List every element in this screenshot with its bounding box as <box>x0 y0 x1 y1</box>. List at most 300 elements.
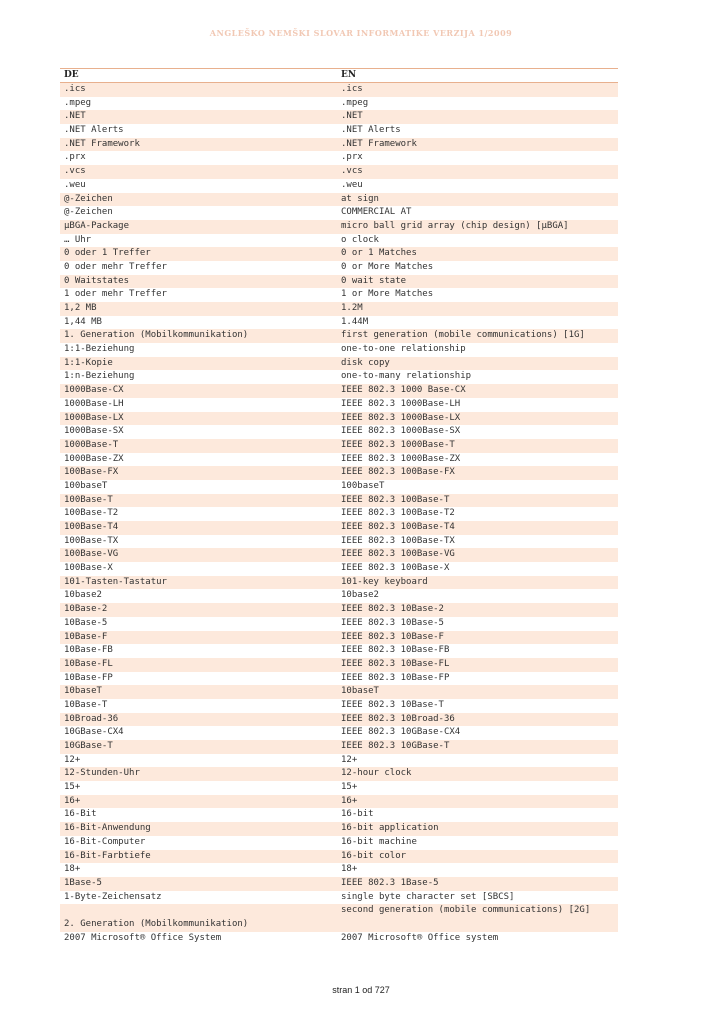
table-row <box>60 603 618 617</box>
term-en-text: .weu <box>341 179 363 190</box>
term-en-text: IEEE 802.3 10Broad-36 <box>341 713 455 724</box>
term-de <box>60 316 337 330</box>
term-de-text: 15+ <box>64 782 81 793</box>
term-en <box>337 494 618 508</box>
term-de <box>60 836 337 850</box>
term-de <box>60 672 337 686</box>
table-row <box>60 288 618 302</box>
term-de-text: 1Base-5 <box>64 877 102 888</box>
term-de-text: 100Base-FX <box>64 467 119 478</box>
term-de <box>60 891 337 905</box>
table-row <box>60 713 618 727</box>
table-row <box>60 412 618 426</box>
column-header-en: EN <box>337 69 618 83</box>
term-en-text: 10base2 <box>341 590 379 601</box>
term-de-text: @-Zeichen <box>64 193 113 204</box>
term-de <box>60 521 337 535</box>
table-row <box>60 767 618 781</box>
table-row <box>60 357 618 371</box>
term-en-text: 15+ <box>341 782 358 793</box>
table-row <box>60 507 618 521</box>
term-en <box>337 466 618 480</box>
term-en <box>337 672 618 686</box>
term-en-text: IEEE 802.3 10GBase-CX4 <box>341 727 461 738</box>
term-de-text: 1-Byte-Zeichensatz <box>64 891 162 902</box>
term-en-text: IEEE 802.3 1000Base-SX <box>341 426 461 437</box>
term-en <box>337 247 618 261</box>
term-de-text: .NET Alerts <box>64 125 124 136</box>
table-row <box>60 589 618 603</box>
term-en <box>337 110 618 124</box>
term-de-text: 16-Bit-Computer <box>64 836 146 847</box>
term-de <box>60 302 337 316</box>
term-en-text: 0 or 1 Matches <box>341 248 417 259</box>
term-en-text: IEEE 802.3 10Base-FL <box>341 658 450 669</box>
term-de-text: 1000Base-CX <box>64 385 124 396</box>
term-en <box>337 193 618 207</box>
table-row <box>60 521 618 535</box>
term-de-text: 1 oder mehr Treffer <box>64 289 167 300</box>
term-en <box>337 234 618 248</box>
term-en <box>337 562 618 576</box>
table-row <box>60 904 618 931</box>
term-de <box>60 343 337 357</box>
dictionary-table <box>60 68 618 945</box>
table-row <box>60 247 618 261</box>
term-en <box>337 521 618 535</box>
term-de-text: 10GBase-T <box>64 741 113 751</box>
term-en <box>337 850 618 864</box>
term-en <box>337 740 618 754</box>
table-row <box>60 740 618 754</box>
term-de <box>60 329 337 343</box>
table-row <box>60 822 618 836</box>
term-en-text: first generation (mobile communications) [1G] <box>341 330 585 341</box>
term-de <box>60 412 337 426</box>
term-en <box>337 425 618 439</box>
term-en-text: 16-bit color <box>341 850 407 861</box>
term-en-text: disk copy <box>341 357 390 368</box>
term-de-text: 10GBase-CX4 <box>64 727 124 738</box>
term-en-text: 2007 Microsoft® Office system <box>341 932 499 943</box>
term-de-text: .weu <box>64 179 86 190</box>
term-de <box>60 425 337 439</box>
term-de <box>60 535 337 549</box>
term-en-text: IEEE 802.3 10Base-2 <box>341 604 444 615</box>
term-en-text: IEEE 802.3 100Base-VG <box>341 549 455 560</box>
term-de <box>60 494 337 508</box>
term-en-text: one-to-many relationship <box>341 371 472 382</box>
term-de-text: 16+ <box>64 795 81 806</box>
term-de-text: 1000Base-SX <box>64 426 124 437</box>
term-de-text: 0 oder 1 Treffer <box>64 248 151 259</box>
term-en <box>337 138 618 152</box>
term-en <box>337 275 618 289</box>
term-en-text: IEEE 802.3 10Base-5 <box>341 617 444 628</box>
term-de <box>60 850 337 864</box>
term-de <box>60 603 337 617</box>
term-de-text: 0 oder mehr Treffer <box>64 261 167 272</box>
term-de <box>60 754 337 768</box>
table-row <box>60 110 618 124</box>
term-en-text: o clock <box>341 234 379 245</box>
term-en <box>337 83 618 97</box>
term-de <box>60 589 337 603</box>
term-en-text: IEEE 802.3 100Base-FX <box>341 467 455 478</box>
term-de-text: 0 Waitstates <box>64 275 130 286</box>
term-en-text: 0 or More Matches <box>341 261 434 272</box>
term-en <box>337 288 618 302</box>
term-de-text: 1:n-Beziehung <box>64 371 135 382</box>
term-de-text: 100Base-T2 <box>64 508 119 519</box>
term-en-text: IEEE 802.3 1000Base-LH <box>341 398 461 409</box>
term-en <box>337 507 618 521</box>
term-de <box>60 685 337 699</box>
term-de-text: 10Base-F <box>64 631 108 642</box>
term-de <box>60 439 337 453</box>
term-de-text: 12-Stunden-Uhr <box>64 768 140 779</box>
term-de <box>60 83 337 97</box>
term-en-text: second generation (mobile communications) [2G] <box>341 905 591 916</box>
term-en-text: .vcs <box>341 166 363 177</box>
term-en <box>337 713 618 727</box>
term-en <box>337 603 618 617</box>
term-de <box>60 206 337 220</box>
term-de-text: 100Base-T <box>64 494 113 505</box>
term-en <box>337 329 618 343</box>
table-row <box>60 261 618 275</box>
term-de <box>60 617 337 631</box>
table-row <box>60 535 618 549</box>
term-de <box>60 699 337 713</box>
term-de <box>60 453 337 467</box>
term-en-text: IEEE 802.3 1000Base-ZX <box>341 453 461 464</box>
term-de <box>60 713 337 727</box>
term-de <box>60 466 337 480</box>
term-en-text: IEEE 802.3 10Base-T <box>341 699 444 710</box>
term-en <box>337 767 618 781</box>
term-en <box>337 453 618 467</box>
term-en <box>337 932 618 946</box>
table-row <box>60 891 618 905</box>
table-row <box>60 576 618 590</box>
term-en <box>337 904 618 931</box>
table-row <box>60 631 618 645</box>
term-en-text: 0 wait state <box>341 275 407 286</box>
term-de <box>60 932 337 946</box>
term-en <box>337 795 618 809</box>
table-row <box>60 439 618 453</box>
table-row <box>60 795 618 809</box>
term-en <box>337 398 618 412</box>
term-en-text: 16-bit <box>341 809 374 820</box>
term-en-text: IEEE 802.3 100Base-TX <box>341 535 455 546</box>
term-en <box>337 535 618 549</box>
term-de-text: .NET Framework <box>64 138 140 149</box>
term-de-text: 100Base-VG <box>64 549 119 560</box>
term-en <box>337 316 618 330</box>
term-de <box>60 795 337 809</box>
term-de <box>60 275 337 289</box>
term-en-text: one-to-one relationship <box>341 344 466 355</box>
term-de-text: 16-Bit <box>64 809 97 820</box>
term-en-text: IEEE 802.3 1Base-5 <box>341 877 439 888</box>
term-de <box>60 97 337 111</box>
term-de-text: .mpeg <box>64 97 92 108</box>
term-en-text: at sign <box>341 193 379 204</box>
term-de <box>60 507 337 521</box>
table-row <box>60 644 618 658</box>
term-de <box>60 110 337 124</box>
table-row <box>60 685 618 699</box>
term-de <box>60 562 337 576</box>
table-row <box>60 836 618 850</box>
table-row <box>60 480 618 494</box>
table-row <box>60 877 618 891</box>
term-en <box>337 685 618 699</box>
term-de <box>60 658 337 672</box>
term-en <box>337 97 618 111</box>
term-en <box>337 343 618 357</box>
term-de-text: 1,2 MB <box>64 303 97 313</box>
term-en-text: IEEE 802.3 10Base-FB <box>341 645 450 656</box>
term-de-text: 16-Bit-Farbtiefe <box>64 850 151 861</box>
term-de <box>60 288 337 302</box>
term-de-text: 100Base-TX <box>64 535 119 546</box>
term-en-text: COMMERCIAL AT <box>341 207 412 218</box>
term-de-text: 10Broad-36 <box>64 713 119 724</box>
table-row <box>60 425 618 439</box>
term-de-text: 2007 Microsoft® Office System <box>64 932 222 943</box>
term-de-text: 1000Base-T <box>64 439 119 450</box>
term-de-text: 1,44 MB <box>64 316 102 327</box>
term-en <box>337 412 618 426</box>
term-en <box>337 548 618 562</box>
table-row <box>60 384 618 398</box>
term-de <box>60 234 337 248</box>
table-row <box>60 179 618 193</box>
term-en <box>337 124 618 138</box>
term-en <box>337 384 618 398</box>
term-en <box>337 658 618 672</box>
term-de-text: 10Base-FP <box>64 672 113 683</box>
term-en <box>337 822 618 836</box>
term-de <box>60 548 337 562</box>
term-de <box>60 740 337 754</box>
table-row <box>60 97 618 111</box>
term-de-text: 10Base-2 <box>64 604 108 615</box>
term-de-text: 1:1-Beziehung <box>64 344 135 355</box>
term-de <box>60 808 337 822</box>
term-de-text: 10Base-5 <box>64 617 108 628</box>
term-en <box>337 179 618 193</box>
term-en <box>337 836 618 850</box>
term-en <box>337 726 618 740</box>
term-de-text: 18+ <box>64 864 81 875</box>
term-en <box>337 891 618 905</box>
term-de-text: 10Base-FB <box>64 645 113 656</box>
term-de <box>60 480 337 494</box>
term-en <box>337 699 618 713</box>
term-de <box>60 220 337 234</box>
term-de-text: 10base2 <box>64 590 102 601</box>
term-en <box>337 439 618 453</box>
term-en-text: 10baseT <box>341 686 379 697</box>
term-en-text: .NET Framework <box>341 138 417 149</box>
term-de <box>60 357 337 371</box>
table-row <box>60 754 618 768</box>
term-en-text: IEEE 802.3 100Base-T <box>341 494 450 505</box>
term-de <box>60 138 337 152</box>
table-row <box>60 850 618 864</box>
term-de-text: 10baseT <box>64 686 102 697</box>
table-row <box>60 726 618 740</box>
term-en <box>337 165 618 179</box>
term-de-text: .ics <box>64 84 86 94</box>
term-de <box>60 644 337 658</box>
term-en-text: micro ball grid array (chip design) [µBGA] <box>341 220 569 231</box>
term-en-text: IEEE 802.3 1000Base-T <box>341 439 455 450</box>
table-row <box>60 548 618 562</box>
term-en <box>337 370 618 384</box>
table-row <box>60 220 618 234</box>
table-row <box>60 193 618 207</box>
term-en-text: single byte character set [SBCS] <box>341 891 515 902</box>
term-en <box>337 781 618 795</box>
term-de-text: 1:1-Kopie <box>64 357 113 368</box>
term-en-text: .prx <box>341 152 363 163</box>
term-en-text: .NET <box>341 111 363 122</box>
term-de <box>60 877 337 891</box>
term-de-text: @-Zeichen <box>64 207 113 218</box>
term-en-text: IEEE 802.3 100Base-X <box>341 563 450 574</box>
term-en-text: IEEE 802.3 10GBase-T <box>341 741 450 751</box>
page-number: stran 1 od 727 <box>332 985 390 995</box>
term-en-text: 1.2M <box>341 303 363 313</box>
term-de-text: 16-Bit-Anwendung <box>64 823 151 834</box>
term-en <box>337 480 618 494</box>
term-de-text: .NET <box>64 111 86 122</box>
table-row <box>60 562 618 576</box>
term-de <box>60 904 337 931</box>
term-de-text: 1000Base-ZX <box>64 453 124 464</box>
term-en-text: 16+ <box>341 795 358 806</box>
term-en-text: .mpeg <box>341 97 369 108</box>
table-row <box>60 370 618 384</box>
term-en-text: 100baseT <box>341 480 385 491</box>
table-row <box>60 808 618 822</box>
term-en-text: 16-bit machine <box>341 836 417 847</box>
term-en-text: IEEE 802.3 100Base-T4 <box>341 522 455 532</box>
term-en-text: .ics <box>341 84 363 94</box>
term-de <box>60 631 337 645</box>
term-de-text: 10Base-FL <box>64 658 113 669</box>
column-header-de: DE <box>60 69 337 83</box>
term-de-text: µBGA-Package <box>64 220 130 231</box>
table-row <box>60 124 618 138</box>
table-row <box>60 672 618 686</box>
term-en-text: 1 or More Matches <box>341 289 434 300</box>
table-header-row <box>60 69 618 83</box>
table-row <box>60 781 618 795</box>
table-row <box>60 863 618 877</box>
term-de-text: 2. Generation (Mobilkommunikation) <box>64 918 249 929</box>
term-de <box>60 726 337 740</box>
table-row <box>60 466 618 480</box>
page-header-title: ANGLEŠKO NEMŠKI SLOVAR INFORMATIKE VERZIJA 1/2009 <box>209 28 513 38</box>
table-row <box>60 83 618 97</box>
term-en-text: 18+ <box>341 864 358 875</box>
term-de <box>60 822 337 836</box>
term-de <box>60 179 337 193</box>
table-row <box>60 329 618 343</box>
term-de <box>60 151 337 165</box>
term-de <box>60 781 337 795</box>
term-de <box>60 767 337 781</box>
term-de <box>60 261 337 275</box>
term-en <box>337 617 618 631</box>
term-en <box>337 877 618 891</box>
term-en <box>337 206 618 220</box>
term-en <box>337 631 618 645</box>
table-row <box>60 343 618 357</box>
table-row <box>60 302 618 316</box>
table-row <box>60 275 618 289</box>
term-de-text: 100Base-T4 <box>64 522 119 532</box>
table-row <box>60 165 618 179</box>
term-en <box>337 576 618 590</box>
table-row <box>60 932 618 946</box>
term-de <box>60 165 337 179</box>
term-en-text: 12+ <box>341 754 358 765</box>
table-row <box>60 453 618 467</box>
term-de-text: .prx <box>64 152 86 163</box>
term-de-text: 1. Generation (Mobilkommunikation) <box>64 330 249 341</box>
term-de-text: … Uhr <box>64 234 92 245</box>
term-en <box>337 808 618 822</box>
term-de <box>60 193 337 207</box>
table-row <box>60 138 618 152</box>
term-en <box>337 220 618 234</box>
term-en <box>337 754 618 768</box>
term-en-text: IEEE 802.3 1000Base-LX <box>341 412 461 423</box>
term-de-text: 12+ <box>64 754 81 765</box>
term-en-text: 12-hour clock <box>341 768 412 779</box>
table-row <box>60 234 618 248</box>
term-en-text: 101-key keyboard <box>341 576 428 587</box>
term-de <box>60 370 337 384</box>
term-de <box>60 863 337 877</box>
term-de-text: 1000Base-LH <box>64 398 124 409</box>
term-en-text: IEEE 802.3 100Base-T2 <box>341 508 455 519</box>
table-row <box>60 151 618 165</box>
table-row <box>60 316 618 330</box>
term-de <box>60 247 337 261</box>
term-en-text: 1.44M <box>341 316 369 327</box>
term-de-text: 1000Base-LX <box>64 412 124 423</box>
term-en-text: IEEE 802.3 10Base-F <box>341 631 444 642</box>
term-de <box>60 384 337 398</box>
term-de-text: 101-Tasten-Tastatur <box>64 576 167 587</box>
table-row <box>60 398 618 412</box>
table-row <box>60 494 618 508</box>
term-en <box>337 302 618 316</box>
table-row <box>60 206 618 220</box>
term-en <box>337 644 618 658</box>
table-row <box>60 658 618 672</box>
term-en <box>337 151 618 165</box>
term-en-text: IEEE 802.3 10Base-FP <box>341 672 450 683</box>
